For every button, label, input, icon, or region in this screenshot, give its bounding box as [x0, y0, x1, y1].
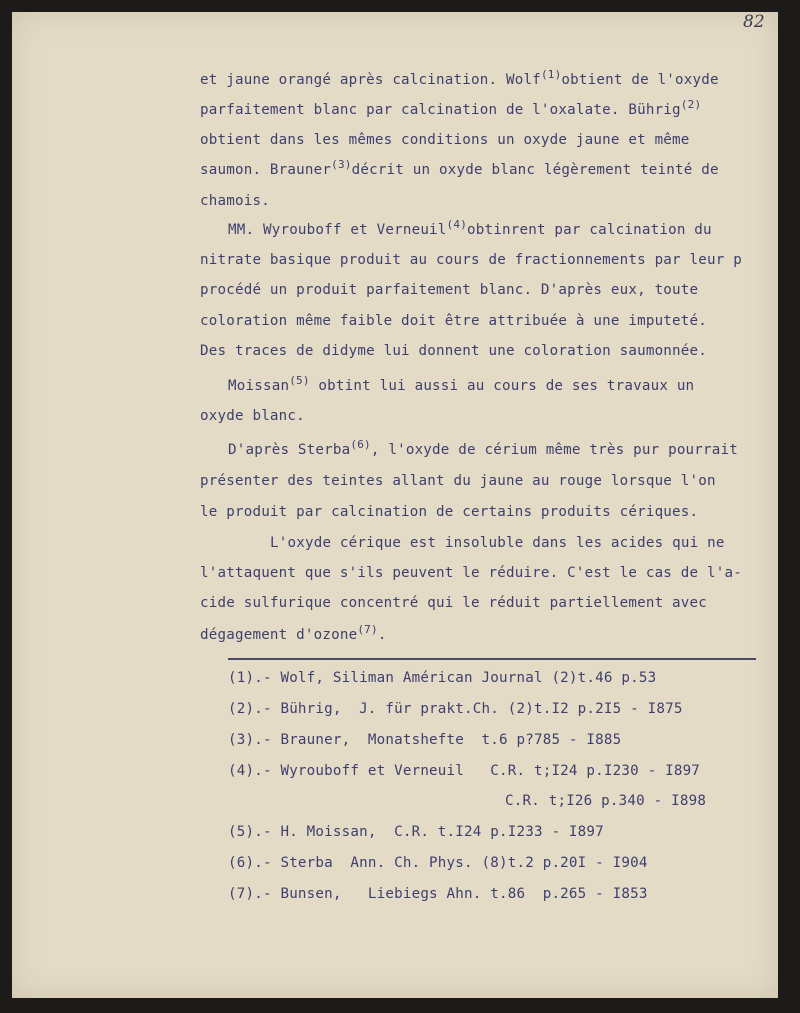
- body-line: [200, 504, 698, 520]
- text-segment: nitrate basique produit au cours de fractionnements par leur p: [200, 252, 742, 268]
- footnote-line: [228, 855, 648, 871]
- page-number: 82: [743, 12, 765, 32]
- body-line: [200, 132, 690, 148]
- body-line: [200, 193, 270, 209]
- body-line: [200, 98, 702, 118]
- text-segment: cide sulfurique concentré qui le réduit partiellement avec: [200, 595, 708, 611]
- text-segment: l'attaquent que s'ils peuvent le réduire. C'est le cas de l'a-: [200, 565, 742, 581]
- text-segment: coloration même faible doit être attribuée à une imputeté.: [200, 313, 708, 329]
- body-line: [228, 218, 712, 238]
- footnote-marker: (5): [289, 374, 310, 387]
- body-line: [200, 343, 707, 359]
- body-line: [270, 535, 725, 551]
- footnote-line: [228, 886, 648, 902]
- text-segment: et jaune orangé après calcination. Wolf: [200, 72, 541, 88]
- footnote-line: [228, 732, 621, 748]
- text-segment: présenter des teintes allant du jaune au rouge lorsque l'on: [200, 473, 716, 489]
- text-segment: dégagement d'ozone: [200, 627, 358, 643]
- text-segment: (6).- Sterba Ann. Ch. Phys. (8)t.2 p.20I - I904: [228, 855, 648, 871]
- footnote-line: [228, 763, 700, 779]
- text-segment: oxyde blanc.: [200, 408, 305, 424]
- body-line: [200, 623, 387, 643]
- footnote-line: [505, 793, 706, 809]
- footnote-line: [228, 824, 604, 840]
- text-segment: , l'oxyde de cérium même très pur pourrait: [370, 442, 739, 458]
- text-segment: (7).- Bunsen, Liebiegs Ahn. t.86 p.265 - I853: [228, 886, 648, 902]
- body-line: [200, 252, 742, 268]
- body-line: [200, 595, 707, 611]
- text-segment: chamois.: [200, 193, 270, 209]
- text-segment: D'après Sterba: [228, 442, 351, 458]
- footnote-marker: (2): [680, 98, 702, 111]
- body-line: [200, 158, 719, 178]
- text-segment: procédé un produit parfaitement blanc. D'après eux, toute: [200, 282, 699, 298]
- footnote-marker: (3): [331, 158, 352, 171]
- text-segment: C.R. t;I26 p.340 - I898: [505, 793, 707, 809]
- body-line: [200, 408, 305, 424]
- body-line: [200, 313, 707, 329]
- text-segment: (1).- Wolf, Siliman Américan Journal (2)t.46 p.53: [228, 670, 657, 686]
- text-segment: (4).- Wyrouboff et Verneuil C.R. t;I24 p.I230 - I897: [228, 763, 701, 779]
- footnote-line: [228, 670, 656, 686]
- text-segment: (2).- Bührig, J. für prakt.Ch. (2)t.I2 p.2I5 - I875: [228, 701, 683, 717]
- text-segment: Moissan: [228, 378, 290, 394]
- text-segment: L'oxyde cérique est insoluble dans les acides qui ne: [270, 535, 725, 551]
- text-segment: obtint lui aussi au cours de ses travaux un: [309, 378, 695, 394]
- footnote-marker: (4): [446, 218, 468, 231]
- body-line: [228, 438, 739, 458]
- footnote-marker: (6): [350, 438, 371, 451]
- text-segment: le produit par calcination de certains produits cériques.: [200, 504, 699, 520]
- body-line: [200, 473, 716, 489]
- text-segment: (3).- Brauner, Monatshefte t.6 p?785 - I885: [228, 732, 622, 748]
- text-segment: parfaitement blanc par calcination de l'oxalate. Bührig: [200, 102, 681, 118]
- footnote-line: [228, 701, 683, 717]
- text-segment: obtient dans les mêmes conditions un oxyde jaune et même: [200, 132, 690, 148]
- footnote-marker: (1): [540, 68, 562, 81]
- text-segment: décrit un oxyde blanc légèrement teinté de: [351, 162, 719, 178]
- text-segment: obtinrent par calcination du: [467, 222, 712, 238]
- text-segment: obtient de l'oxyde: [561, 72, 719, 88]
- text-segment: .: [377, 627, 387, 643]
- body-line: [200, 282, 698, 298]
- body-line: [200, 565, 742, 581]
- footnote-marker: (7): [357, 623, 378, 636]
- text-segment: MM. Wyrouboff et Verneuil: [228, 222, 447, 238]
- text-segment: Des traces de didyme lui donnent une coloration saumonnée.: [200, 343, 708, 359]
- body-line: [200, 68, 719, 88]
- footnote-separator: [228, 658, 756, 660]
- text-segment: saumon. Brauner: [200, 162, 332, 178]
- body-line: [228, 374, 695, 394]
- text-segment: (5).- H. Moissan, C.R. t.I24 p.I233 - I897: [228, 824, 604, 840]
